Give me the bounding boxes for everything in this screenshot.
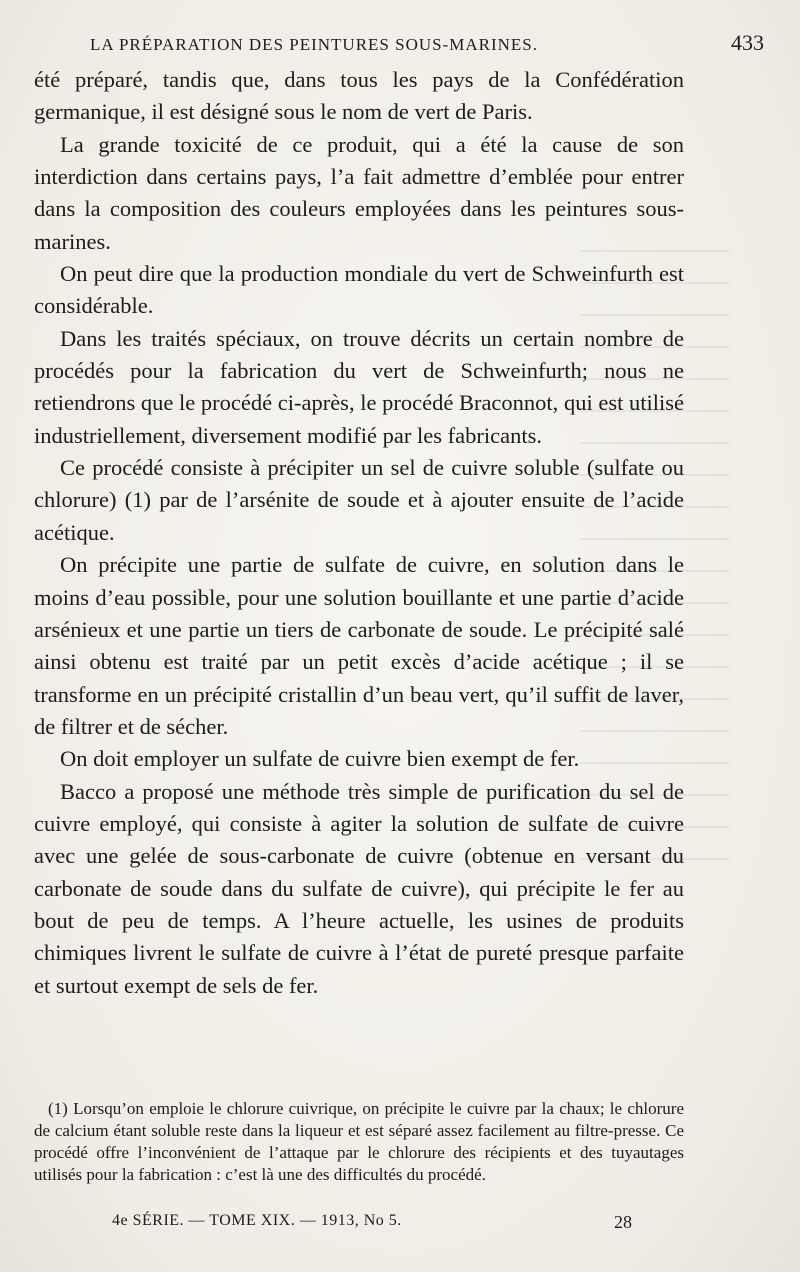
- paragraph: On peut dire que la production mondiale du vert de Schweinfurth est considérable.: [34, 261, 684, 319]
- series-info: 4e SÉRIE. — TOME XIX. — 1913, No 5.: [112, 1212, 402, 1229]
- paragraph: On doit employer un sulfate de cuivre bien exempt de fer.: [60, 746, 580, 772]
- body-text: [34, 64, 684, 1002]
- paragraph: été préparé, tandis que, dans tous les pays de la Confédération germanique, il est désigné sous le nom de vert de Paris.: [34, 67, 684, 125]
- paragraph: Ce procédé consiste à précipiter un sel de cuivre soluble (sulfate ou chlorure) (1) par de l’arsénite de soude et à ajouter ensuite de l’acide acétique.: [34, 455, 684, 545]
- page-footer: [112, 1212, 632, 1233]
- page-header: [34, 30, 774, 56]
- paragraph: On précipite une partie de sulfate de cuivre, en solution dans le moins d’eau possible, pour une solution bouillante et une partie d’acide arsénieux et une partie un tiers de carbonate de soude. Le précipité salé ainsi obtenu est traité par un petit excès d’acide acétique ; il se transforme en un précipité cristallin d’un beau vert, qu’il suffit de laver, de filtrer et de sécher.: [34, 552, 684, 739]
- paragraph: Bacco a proposé une méthode très simple de purification du sel de cuivre employé, qui consiste à agiter la solution de sulfate de cuivre avec une gelée de sous-carbonate de cuivre (obtenue en versant du carbonate de soude dans du sulfate de cuivre), qui précipite le fer au bout de peu de temps. A l’heure actuelle, les usines de produits chimiques livrent le sulfate de cuivre à l’état de pureté presque parfaite et surtout exempt de sels de fer.: [34, 778, 684, 998]
- paragraph: La grande toxicité de ce produit, qui a été la cause de son interdiction dans certains pays, l’a fait admettre d’emblée pour entrer dans la composition des couleurs employées dans les peintures sous-marines.: [34, 131, 684, 254]
- running-title: LA PRÉPARATION DES PEINTURES SOUS-MARINES.: [90, 35, 539, 54]
- footnote: (1) Lorsqu’on emploie le chlorure cuivrique, on précipite le cuivre par la chaux; le chlorure de calcium étant soluble reste dans la liqueur et est séparé assez facilement au filtre-presse. Ce procédé offre l’inconvénient de l’attaque par le chlorure des récipients et des tuyautages utilisés pour la fabrication : c’est là une des difficultés du procédé.: [34, 1099, 684, 1184]
- page-number: 433: [731, 30, 764, 55]
- signature-mark: 28: [614, 1212, 632, 1232]
- paragraph: Dans les traités spéciaux, on trouve décrits un certain nombre de procédés pour la fabrication du vert de Schweinfurth; nous ne retiendrons que le procédé ci-après, le procédé Braconnot, qui est utilisé industriellement, diversement modifié par les fabricants.: [34, 325, 684, 448]
